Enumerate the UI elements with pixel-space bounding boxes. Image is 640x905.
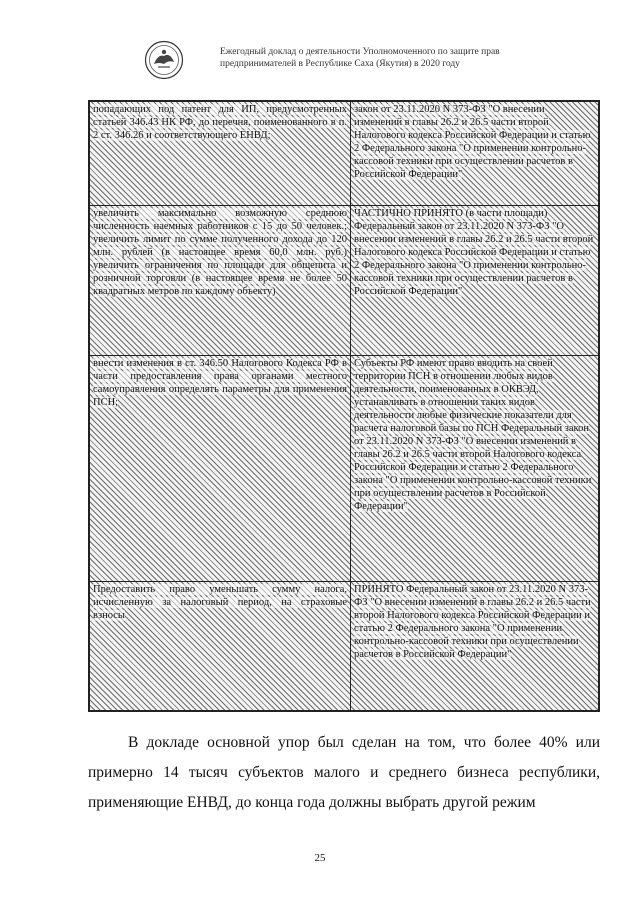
table-cell-status	[351, 582, 599, 711]
table-cell-proposal	[90, 206, 351, 356]
header-title	[220, 46, 570, 70]
table-row	[90, 206, 599, 356]
cell-text: ПРИНЯТО Федеральный закон от 23.11.2020 N 373-ФЗ "О внесении изменений в главы 26.2 и 26.5 части второй Налогового кодекса Российской Федерации и статью 2 Федерального закона "О применении контрольно-кассовой техники при осуществлении расчетов в Российской Федерации"	[354, 584, 591, 660]
table-cell-status	[351, 102, 599, 206]
page-number: 25	[314, 852, 326, 864]
table-row	[90, 356, 599, 582]
page-header	[144, 40, 564, 80]
cell-text: попадающих под патент для ИП, предусмотренных статьей 346.43 НК РФ, до перечня, поименованного в п. 2 ст. 346.26 и соответствующего ЕНВД;	[93, 104, 347, 141]
cell-text: Субъекты РФ имеют право вводить на своей территории ПСН в отношении любых видов деятельности, поименованных в ОКВЭД, устанавливать в отношении таких видов деятельности любые физические показатели для расчета налоговой базы по ПСН Федеральный закон от 23.11.2020 N 373-ФЗ "О внесении изменений в главы 26.2 и 26.5 части второй Налогового кодекса Российской Федерации и статью 2 Федерального закона "О применении контрольно-кассовой техники при осуществлении расчетов в Российской Федерации"	[354, 358, 592, 512]
table-row	[90, 582, 599, 711]
cell-text: Предоставить право уменьшать сумму налога, исчисленную за налоговый период, на страховые взносы	[93, 584, 347, 621]
emblem-logo	[144, 40, 184, 80]
body-paragraph: В докладе основной упор был сделан на том, что более 40% или примерно 14 тысяч субъектов малого и среднего бизнеса республики, применяющие ЕНВД, до конца года должны выбрать другой режим	[88, 734, 600, 811]
table-cell-status	[351, 356, 599, 582]
table-cell-proposal	[90, 356, 351, 582]
table-cell-proposal	[90, 102, 351, 206]
cell-text: закон от 23.11.2020 N 373-ФЗ "О внесении изменений в главы 26.2 и 26.5 части второй Налогового кодекса Российской Федерации и статью 2 Федерального закона "О применении контрольно-кассовой техники при осуществлении расчетов в Российской Федерации"	[354, 104, 591, 180]
header-line-1: Ежегодный доклад о деятельности Уполномоченного по защите прав	[220, 47, 500, 57]
header-line-2: предпринимателей в Республике Саха (Якутия) в 2020 году	[220, 59, 460, 69]
cell-text: внести изменения в ст. 346.50 Налогового Кодекса РФ в части предоставления права органами местного самоуправления определять параметры для применения ПСН;	[93, 358, 347, 408]
table-cell-status	[351, 206, 599, 356]
cell-text: ЧАСТИЧНО ПРИНЯТО (в части площади) Федеральный закон от 23.11.2020 N 373-ФЗ "О внесении изменений в главы 26.2 и 26.5 части второй Налогового кодекса Российской Федерации и статью 2 Федерального закона "О применении контрольно-кассовой техники при осуществлении расчетов в Российской Федерации"	[354, 208, 594, 297]
table-row	[90, 102, 599, 206]
cell-text: увеличить максимально возможную среднюю численность наемных работников с 15 до 50 человек.; увеличить лимит по сумме полученного дохода до 120 млн. рублей (в настоящее время 60,0 млн. руб.) увеличить ограничения по площади для общепита и розничной торговли (в настоящее время не более 50 квадратных метров по каждому объекту)	[93, 208, 347, 297]
table-cell-proposal	[90, 582, 351, 711]
proposals-table	[88, 100, 600, 712]
